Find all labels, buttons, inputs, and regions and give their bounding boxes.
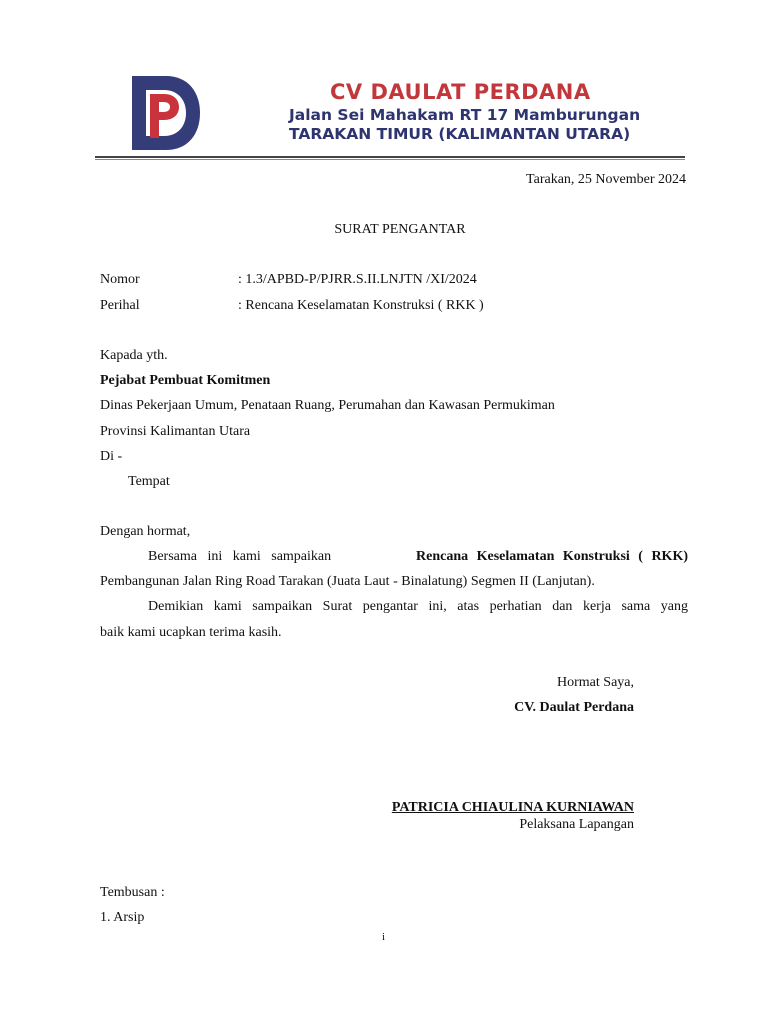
paragraph1-text: Bersama ini kami sampaikan (148, 549, 332, 564)
recipient-place: Tempat (128, 474, 170, 489)
recipient-name: Pejabat Pembuat Komitmen (100, 373, 271, 388)
company-name: CV DAULAT PERDANA (330, 80, 591, 104)
date-line: Tarakan, 25 November 2024 (526, 172, 686, 187)
paragraph2-line2: baik kami ucapkan terima kasih. (100, 625, 282, 640)
paragraph2-line1: Demikian kami sampaikan Surat pengantar ini, atas perhatian dan kerja sama yang (148, 599, 688, 614)
letterhead-divider-thin (95, 159, 685, 160)
closing-company: CV. Daulat Perdana (514, 700, 634, 715)
meta-perihal-label: Perihal (100, 298, 140, 313)
meta-nomor-label: Nomor (100, 272, 140, 287)
page-number: i (382, 931, 386, 943)
paragraph1-bold-text: Rencana Keselamatan Konstruksi ( RKK) (416, 549, 688, 564)
recipient-office: Dinas Pekerjaan Umum, Penataan Ruang, Perumahan dan Kawasan Permukiman (100, 398, 555, 413)
meta-nomor-value: : 1.3/APBD-P/PJRR.S.II.LNJTN /XI/2024 (238, 272, 477, 287)
cc-label: Tembusan : (100, 885, 165, 900)
dp-logo-icon (126, 74, 204, 152)
signer-title: Pelaksana Lapangan (519, 817, 634, 832)
salutation: Dengan hormat, (100, 524, 191, 539)
paragraph1-line2: Pembangunan Jalan Ring Road Tarakan (Juata Laut - Binalatung) Segmen II (Lanjutan). (100, 574, 595, 589)
meta-perihal-value: : Rencana Keselamatan Konstruksi ( RKK ) (238, 298, 484, 313)
recipient-province: Provinsi Kalimantan Utara (100, 424, 251, 439)
company-address-line1: Jalan Sei Mahakam RT 17 Mamburungan (289, 106, 641, 124)
paragraph1-line1 (148, 548, 688, 566)
letterhead-divider (95, 156, 685, 158)
recipient-greeting: Kapada yth. (100, 348, 168, 363)
closing-regards: Hormat Saya, (557, 675, 634, 690)
recipient-di: Di - (100, 449, 123, 464)
cc-item-1: 1. Arsip (100, 910, 145, 925)
signer-name: PATRICIA CHIAULINA KURNIAWAN (391, 800, 634, 815)
letter-title: SURAT PENGANTAR (334, 222, 466, 237)
company-address-line2: TARAKAN TIMUR (KALIMANTAN UTARA) (289, 125, 631, 143)
